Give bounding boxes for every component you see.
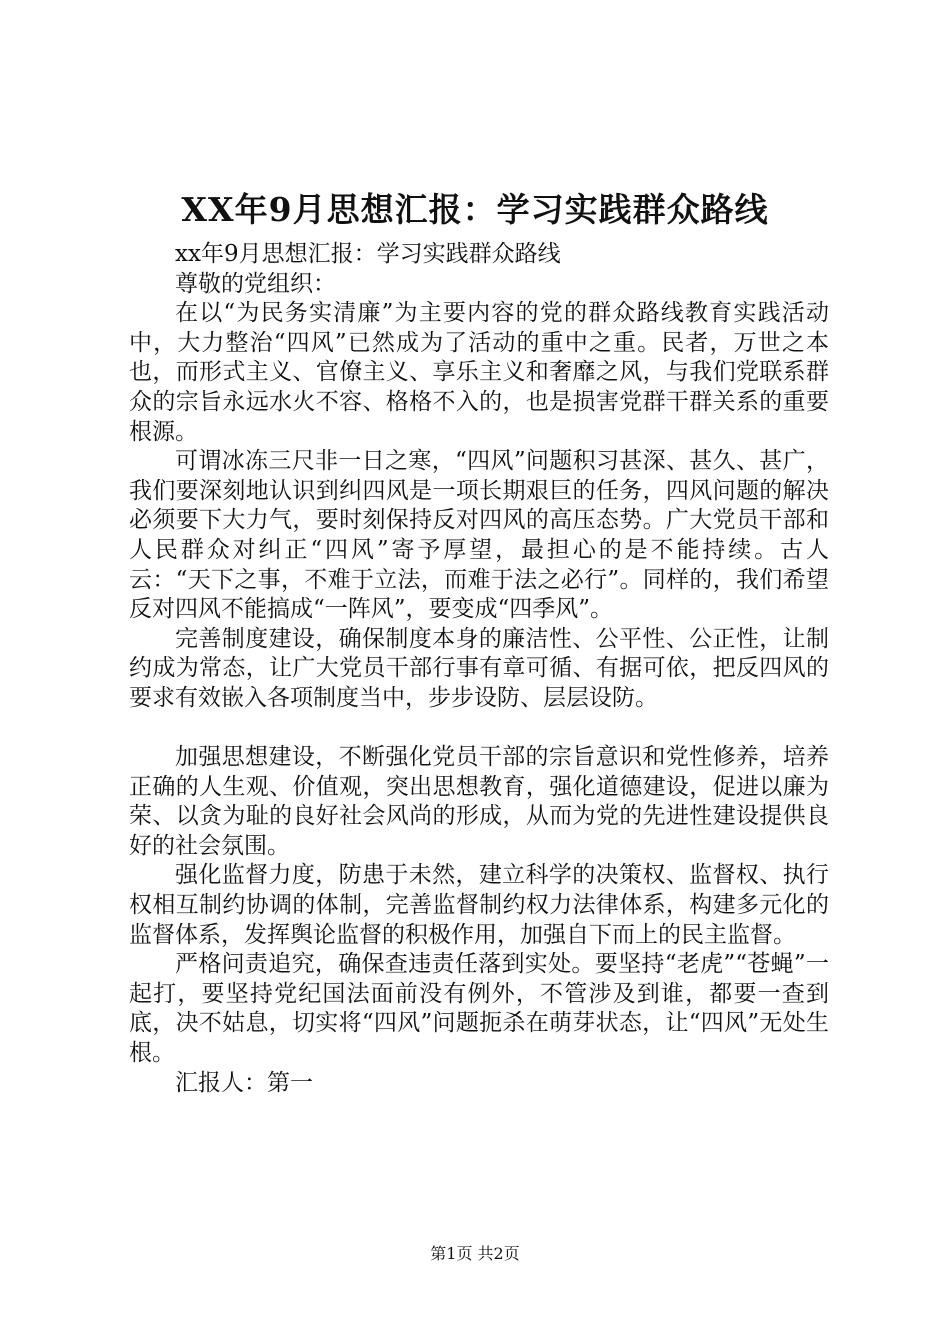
paragraph-intro: 在以“为民务实清廉”为主要内容的党的群众路线教育实践活动中，大力整治“四风”已然成为了活动的重中之重。民者，万世之本也，而形式主义、官僚主义、享乐主义和奢靡之风，与我们党联系群众的宗旨永远水火不容、格格不入的，也是损害党群干群关系的重要根源。 bbox=[129, 300, 829, 445]
salutation: 尊敬的党组织： bbox=[175, 270, 336, 297]
paragraph-ideology-building: 加强思想建设，不断强化党员干部的宗旨意识和党性修养，培养正确的人生观、价值观，突出思想教育，强化道德建设，促进以廉为荣、以贪为耻的良好社会风尚的形成，从而为党的先进性建设提供良好的社会氛围。 bbox=[129, 744, 829, 859]
page-number-footer: 第1页 共2页 bbox=[430, 1244, 520, 1263]
paragraph-accountability: 严格问责追究，确保查违责任落到实处。要坚持“老虎”“苍蝇”一起打，要坚持党纪国法面前没有例外，不管涉及到谁，都要一查到底，决不姑息，切实将“四风”问题扼杀在萌芽状态，让“四风”无处生根。 bbox=[129, 951, 829, 1067]
paragraph-spacer bbox=[129, 714, 829, 744]
paragraph-long-term: 可谓冰冻三尺非一日之寒，“四风”问题积习甚深、甚久、甚广，我们要深刻地认识到纠四风是一项长期艰巨的任务，四风问题的解决必须要下大力气，要时刻保持反对四风的高压态势。广大党员干部和人民群众对纠正“四风”寄予厚望，最担心的是不能持续。古人云：“天下之事，不难于立法，而难于法之必行”。同样的，我们希望反对四风不能搞成“一阵风”，要变成“四季风”。 bbox=[129, 448, 829, 623]
document-title: XX年9月思想汇报：学习实践群众路线 bbox=[181, 190, 769, 229]
subtitle-line: xx年9月思想汇报：学习实践群众路线 bbox=[175, 241, 561, 267]
paragraph-supervision: 强化监督力度，防患于未然，建立科学的决策权、监督权、执行权相互制约协调的体制，完善监督制约权力法律体系，构建多元化的监督体系，发挥舆论监督的积极作用，加强自下而上的民主监督。 bbox=[129, 862, 829, 948]
document-body bbox=[129, 240, 829, 1098]
paragraph-system-building: 完善制度建设，确保制度本身的廉洁性、公平性、公正性，让制约成为常态，让广大党员干部行事有章可循、有据可依，把反四风的要求有效嵌入各项制度当中，步步设防、层层设防。 bbox=[129, 625, 829, 711]
reporter-line: 汇报人：第一 bbox=[175, 1069, 313, 1096]
